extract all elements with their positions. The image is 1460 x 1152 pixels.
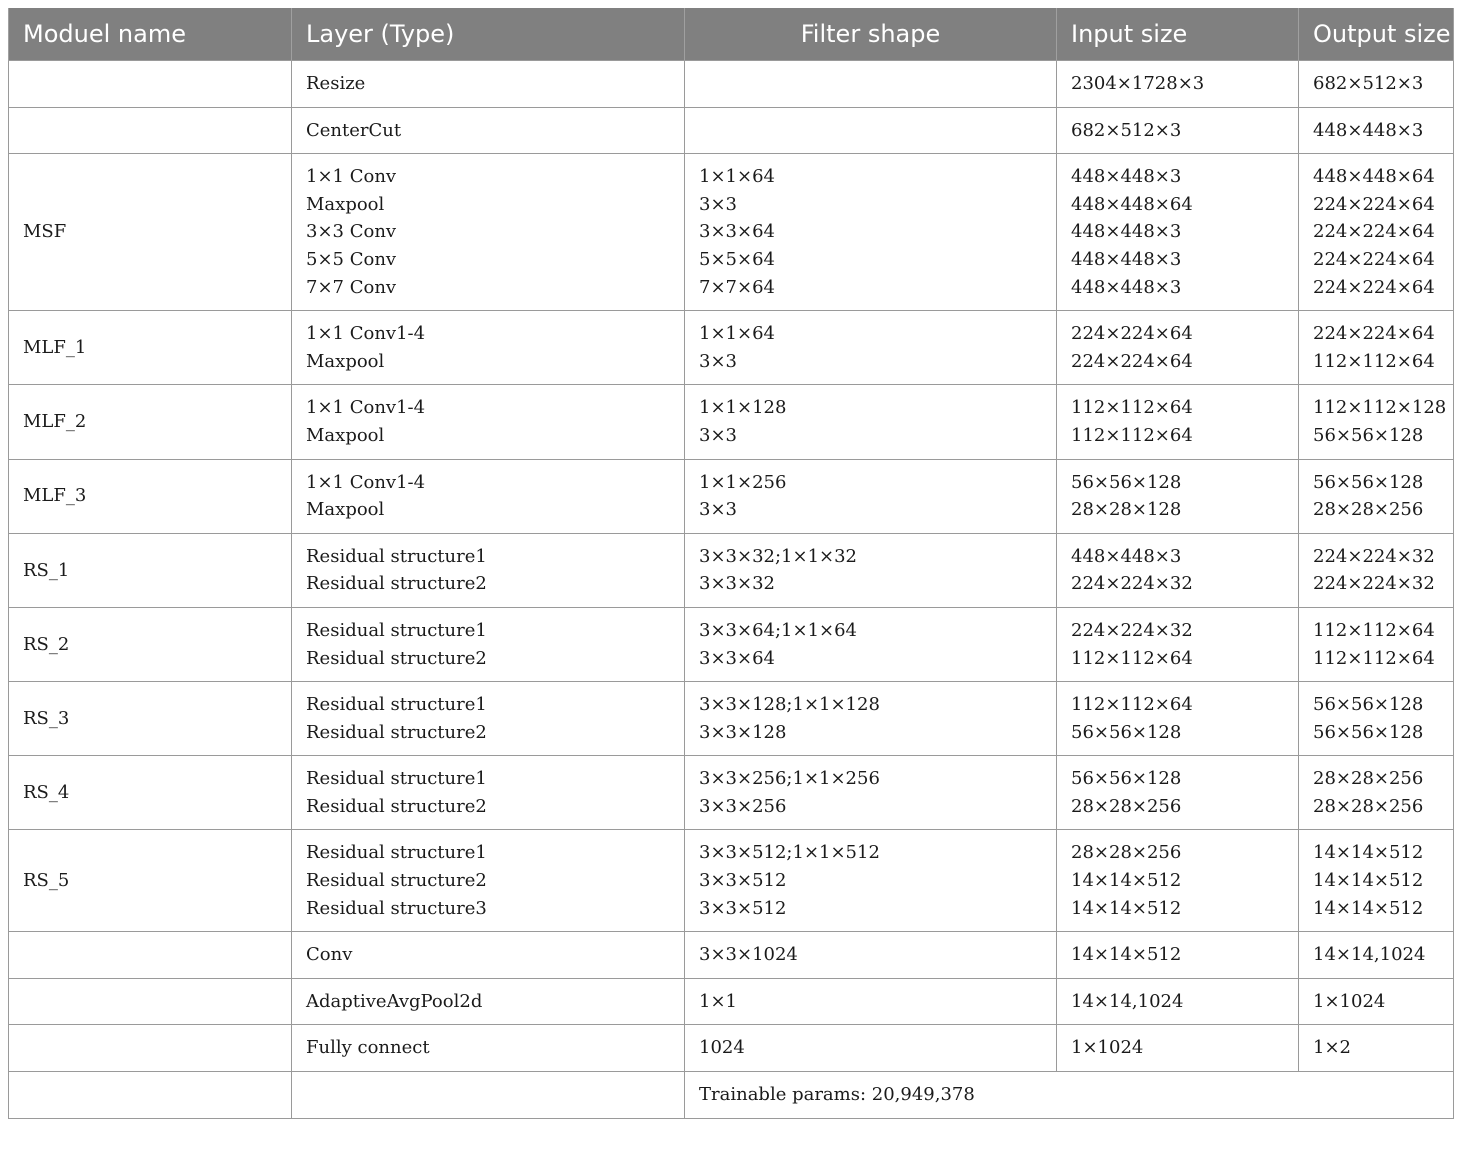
footer-layer-cell [292, 1072, 685, 1119]
cell-line: Residual structure1 [306, 545, 487, 567]
cell-line: AdaptiveAvgPool2d [306, 990, 483, 1012]
cell-line: 112×112×64 [1313, 647, 1435, 669]
cell-line: 3×3×32 [699, 573, 775, 595]
table-row [9, 978, 1454, 1025]
cell-line: 14×14×512 [1071, 870, 1182, 892]
cell-line: 1×1×128 [699, 397, 787, 419]
cell-line: 14×14,1024 [1071, 990, 1184, 1012]
cell-line: 3×3×512;1×1×512 [699, 842, 880, 864]
output-size-cell [1299, 459, 1454, 533]
cell-line: 3×3×128 [699, 721, 787, 743]
cell-line: 56×56×128 [1313, 721, 1424, 743]
input-size-cell [1057, 1025, 1299, 1072]
cell-line: 5×5 Conv [306, 248, 397, 270]
cell-line: 224×224×32 [1071, 619, 1193, 641]
layer-type-cell [292, 682, 685, 756]
cell-line: 448×448×3 [1071, 545, 1182, 567]
cell-line: 1×1×64 [699, 166, 775, 188]
filter-shape-cell [685, 311, 1057, 385]
cell-line: 3×3×64 [699, 647, 775, 669]
layer-type-cell [292, 607, 685, 681]
cell-line: 448×448×3 [1071, 276, 1182, 298]
cell-line: 3×3×64 [699, 221, 775, 243]
output-size-cell [1299, 311, 1454, 385]
filter-shape-cell [685, 61, 1057, 108]
cell-line: 28×28×256 [1313, 768, 1424, 790]
input-size-cell [1057, 932, 1299, 979]
output-size-cell [1299, 533, 1454, 607]
cell-line: Maxpool [306, 499, 385, 521]
filter-shape-cell [685, 607, 1057, 681]
cell-line: 3×3 [699, 424, 737, 446]
module-name-cell [9, 61, 292, 108]
input-size-cell [1057, 607, 1299, 681]
cell-line: 112×112×64 [1071, 397, 1193, 419]
cell-line: 28×28×256 [1313, 795, 1424, 817]
filter-shape-cell [685, 830, 1057, 932]
input-size-cell [1057, 459, 1299, 533]
cell-line: 224×224×64 [1313, 276, 1435, 298]
cell-line: 28×28×256 [1071, 795, 1182, 817]
cell-line: 1×1 Conv1-4 [306, 323, 426, 345]
cell-line: Residual structure1 [306, 842, 487, 864]
layer-type-cell [292, 1025, 685, 1072]
filter-shape-cell [685, 459, 1057, 533]
footer-module-cell [9, 1072, 292, 1119]
layer-type-cell [292, 932, 685, 979]
architecture-table [8, 8, 1454, 1119]
cell-line: 1×1 Conv1-4 [306, 471, 426, 493]
table-row [9, 154, 1454, 311]
cell-line: 7×7×64 [699, 276, 775, 298]
table-row [9, 107, 1454, 154]
cell-line: 682×512×3 [1313, 73, 1424, 94]
cell-line: 448×448×3 [1071, 248, 1182, 270]
cell-line: 448×448×64 [1313, 166, 1435, 188]
cell-line: 1×2 [1313, 1037, 1351, 1059]
cell-line: 14×14,1024 [1313, 944, 1426, 966]
cell-line: 56×56×128 [1313, 424, 1424, 446]
cell-line: 112×112×64 [1071, 694, 1193, 716]
cell-line: 224×224×64 [1313, 248, 1435, 270]
cell-line: 224×224×64 [1313, 193, 1435, 215]
cell-line: 3×3×64;1×1×64 [699, 619, 858, 641]
table-row [9, 756, 1454, 830]
cell-line: 1×1 Conv [306, 166, 397, 188]
layer-type-cell [292, 533, 685, 607]
output-size-cell [1299, 61, 1454, 108]
module-name-cell [9, 107, 292, 154]
cell-line: 448×448×64 [1071, 193, 1193, 215]
cell-line: CenterCut [306, 119, 402, 141]
cell-line: 56×56×128 [1071, 721, 1182, 743]
output-size-cell [1299, 756, 1454, 830]
cell-line: 14×14×512 [1313, 870, 1424, 892]
cell-line: Residual structure2 [306, 721, 487, 743]
input-size-cell [1057, 154, 1299, 311]
filter-shape-cell [685, 932, 1057, 979]
module-name-cell: MLF_3 [9, 459, 292, 533]
input-size-cell [1057, 830, 1299, 932]
filter-shape-cell [685, 682, 1057, 756]
cell-line: 56×56×128 [1313, 694, 1424, 716]
cell-line: 3×3 Conv [306, 221, 397, 243]
layer-type-cell [292, 756, 685, 830]
cell-line: 56×56×128 [1071, 768, 1182, 790]
table-row [9, 1025, 1454, 1072]
output-size-cell [1299, 978, 1454, 1025]
cell-line: 56×56×128 [1313, 471, 1424, 493]
module-name-cell: RS_1 [9, 533, 292, 607]
cell-line: 3×3×512 [699, 897, 787, 919]
layer-type-cell [292, 385, 685, 459]
table-row [9, 830, 1454, 932]
header-output-size: Output size [1299, 8, 1454, 61]
cell-line: 3×3×128;1×1×128 [699, 694, 880, 716]
output-size-cell [1299, 107, 1454, 154]
output-size-cell [1299, 932, 1454, 979]
cell-line: Maxpool [306, 424, 385, 446]
layer-type-cell [292, 311, 685, 385]
cell-line: 3×3×256 [699, 795, 787, 817]
cell-line: 56×56×128 [1071, 471, 1182, 493]
cell-line: 1×1024 [1313, 990, 1386, 1012]
cell-line: 112×112×64 [1313, 350, 1435, 372]
output-size-cell [1299, 154, 1454, 311]
cell-line: 3×3 [699, 350, 737, 372]
cell-line: 224×224×64 [1313, 221, 1435, 243]
input-size-cell [1057, 107, 1299, 154]
filter-shape-cell [685, 154, 1057, 311]
header-module-name: Moduel name [9, 8, 292, 61]
output-size-cell [1299, 607, 1454, 681]
cell-line: 112×112×64 [1071, 424, 1193, 446]
output-size-cell [1299, 1025, 1454, 1072]
cell-line: 3×3×512 [699, 870, 787, 892]
module-name-cell: MLF_1 [9, 311, 292, 385]
module-name-cell: RS_2 [9, 607, 292, 681]
module-name-cell: MSF [9, 154, 292, 311]
cell-line: Conv [306, 944, 353, 966]
table-row [9, 682, 1454, 756]
cell-line: Residual structure2 [306, 573, 487, 595]
cell-line: 1×1×256 [699, 471, 787, 493]
cell-line: 224×224×64 [1071, 323, 1193, 345]
cell-line: 3×3 [699, 499, 737, 521]
input-size-cell [1057, 61, 1299, 108]
module-name-cell: RS_4 [9, 756, 292, 830]
cell-line: 28×28×256 [1071, 842, 1182, 864]
module-name-cell: RS_3 [9, 682, 292, 756]
cell-line: 112×112×64 [1313, 619, 1435, 641]
cell-line: 7×7 Conv [306, 276, 397, 298]
cell-line: 112×112×64 [1071, 647, 1193, 669]
input-size-cell [1057, 756, 1299, 830]
filter-shape-cell [685, 756, 1057, 830]
table-row [9, 459, 1454, 533]
layer-type-cell [292, 154, 685, 311]
cell-line: Residual structure3 [306, 897, 487, 919]
layer-type-cell [292, 107, 685, 154]
header-layer-type: Layer (Type) [292, 8, 685, 61]
input-size-cell [1057, 385, 1299, 459]
cell-line: 1×1 Conv1-4 [306, 397, 426, 419]
cell-line: Fully connect [306, 1037, 430, 1059]
cell-line: Residual structure2 [306, 870, 487, 892]
filter-shape-cell [685, 533, 1057, 607]
filter-shape-cell [685, 978, 1057, 1025]
cell-line: Maxpool [306, 350, 385, 372]
cell-line: 112×112×128 [1313, 397, 1447, 419]
table-row [9, 385, 1454, 459]
cell-line: 224×224×32 [1313, 573, 1435, 595]
cell-line: 1024 [699, 1037, 745, 1059]
output-size-cell [1299, 682, 1454, 756]
cell-line: Residual structure1 [306, 768, 487, 790]
input-size-cell [1057, 978, 1299, 1025]
header-filter-shape: Filter shape [685, 8, 1057, 61]
cell-line: 1×1024 [1071, 1037, 1144, 1059]
cell-line: 3×3×256;1×1×256 [699, 768, 880, 790]
output-size-cell [1299, 830, 1454, 932]
module-name-cell [9, 932, 292, 979]
cell-line: 448×448×3 [1313, 119, 1424, 141]
cell-line: 1×1×64 [699, 323, 775, 345]
table-body [9, 61, 1454, 1119]
cell-line: 682×512×3 [1071, 119, 1182, 141]
input-size-cell [1057, 533, 1299, 607]
cell-line: Residual structure2 [306, 795, 487, 817]
module-name-cell: RS_5 [9, 830, 292, 932]
cell-line: 3×3 [699, 193, 737, 215]
cell-line: 224×224×32 [1071, 573, 1193, 595]
filter-shape-cell [685, 385, 1057, 459]
trainable-params: Trainable params: 20,949,378 [685, 1072, 1454, 1119]
cell-line: Maxpool [306, 193, 385, 215]
layer-type-cell [292, 978, 685, 1025]
cell-line: Residual structure1 [306, 694, 487, 716]
module-name-cell [9, 978, 292, 1025]
table-row [9, 311, 1454, 385]
cell-line: 3×3×1024 [699, 944, 798, 966]
cell-line: 448×448×3 [1071, 166, 1182, 188]
header-input-size: Input size [1057, 8, 1299, 61]
cell-line: 1×1 [699, 990, 737, 1012]
layer-type-cell [292, 830, 685, 932]
output-size-cell [1299, 385, 1454, 459]
cell-line: 14×14×512 [1313, 842, 1424, 864]
table-row [9, 932, 1454, 979]
cell-line: 224×224×32 [1313, 545, 1435, 567]
layer-type-cell [292, 459, 685, 533]
cell-line: 14×14×512 [1313, 897, 1424, 919]
cell-line: 2304×1728×3 [1071, 73, 1205, 94]
cell-line: 14×14×512 [1071, 897, 1182, 919]
cell-line: 3×3×32;1×1×32 [699, 545, 858, 567]
cell-line: 28×28×128 [1071, 499, 1182, 521]
footer-row [9, 1072, 1454, 1119]
cell-line: 28×28×256 [1313, 499, 1424, 521]
input-size-cell [1057, 311, 1299, 385]
filter-shape-cell [685, 107, 1057, 154]
header-row [9, 8, 1454, 61]
table-row [9, 61, 1454, 108]
cell-line: Resize [306, 73, 366, 94]
module-name-cell: MLF_2 [9, 385, 292, 459]
cell-line: 14×14×512 [1071, 944, 1182, 966]
cell-line: 448×448×3 [1071, 221, 1182, 243]
filter-shape-cell [685, 1025, 1057, 1072]
input-size-cell [1057, 682, 1299, 756]
cell-line: 224×224×64 [1071, 350, 1193, 372]
table-row [9, 607, 1454, 681]
module-name-cell [9, 1025, 292, 1072]
layer-type-cell [292, 61, 685, 108]
cell-line: Residual structure1 [306, 619, 487, 641]
table-row [9, 533, 1454, 607]
cell-line: 5×5×64 [699, 248, 775, 270]
cell-line: Residual structure2 [306, 647, 487, 669]
cell-line: 224×224×64 [1313, 323, 1435, 345]
